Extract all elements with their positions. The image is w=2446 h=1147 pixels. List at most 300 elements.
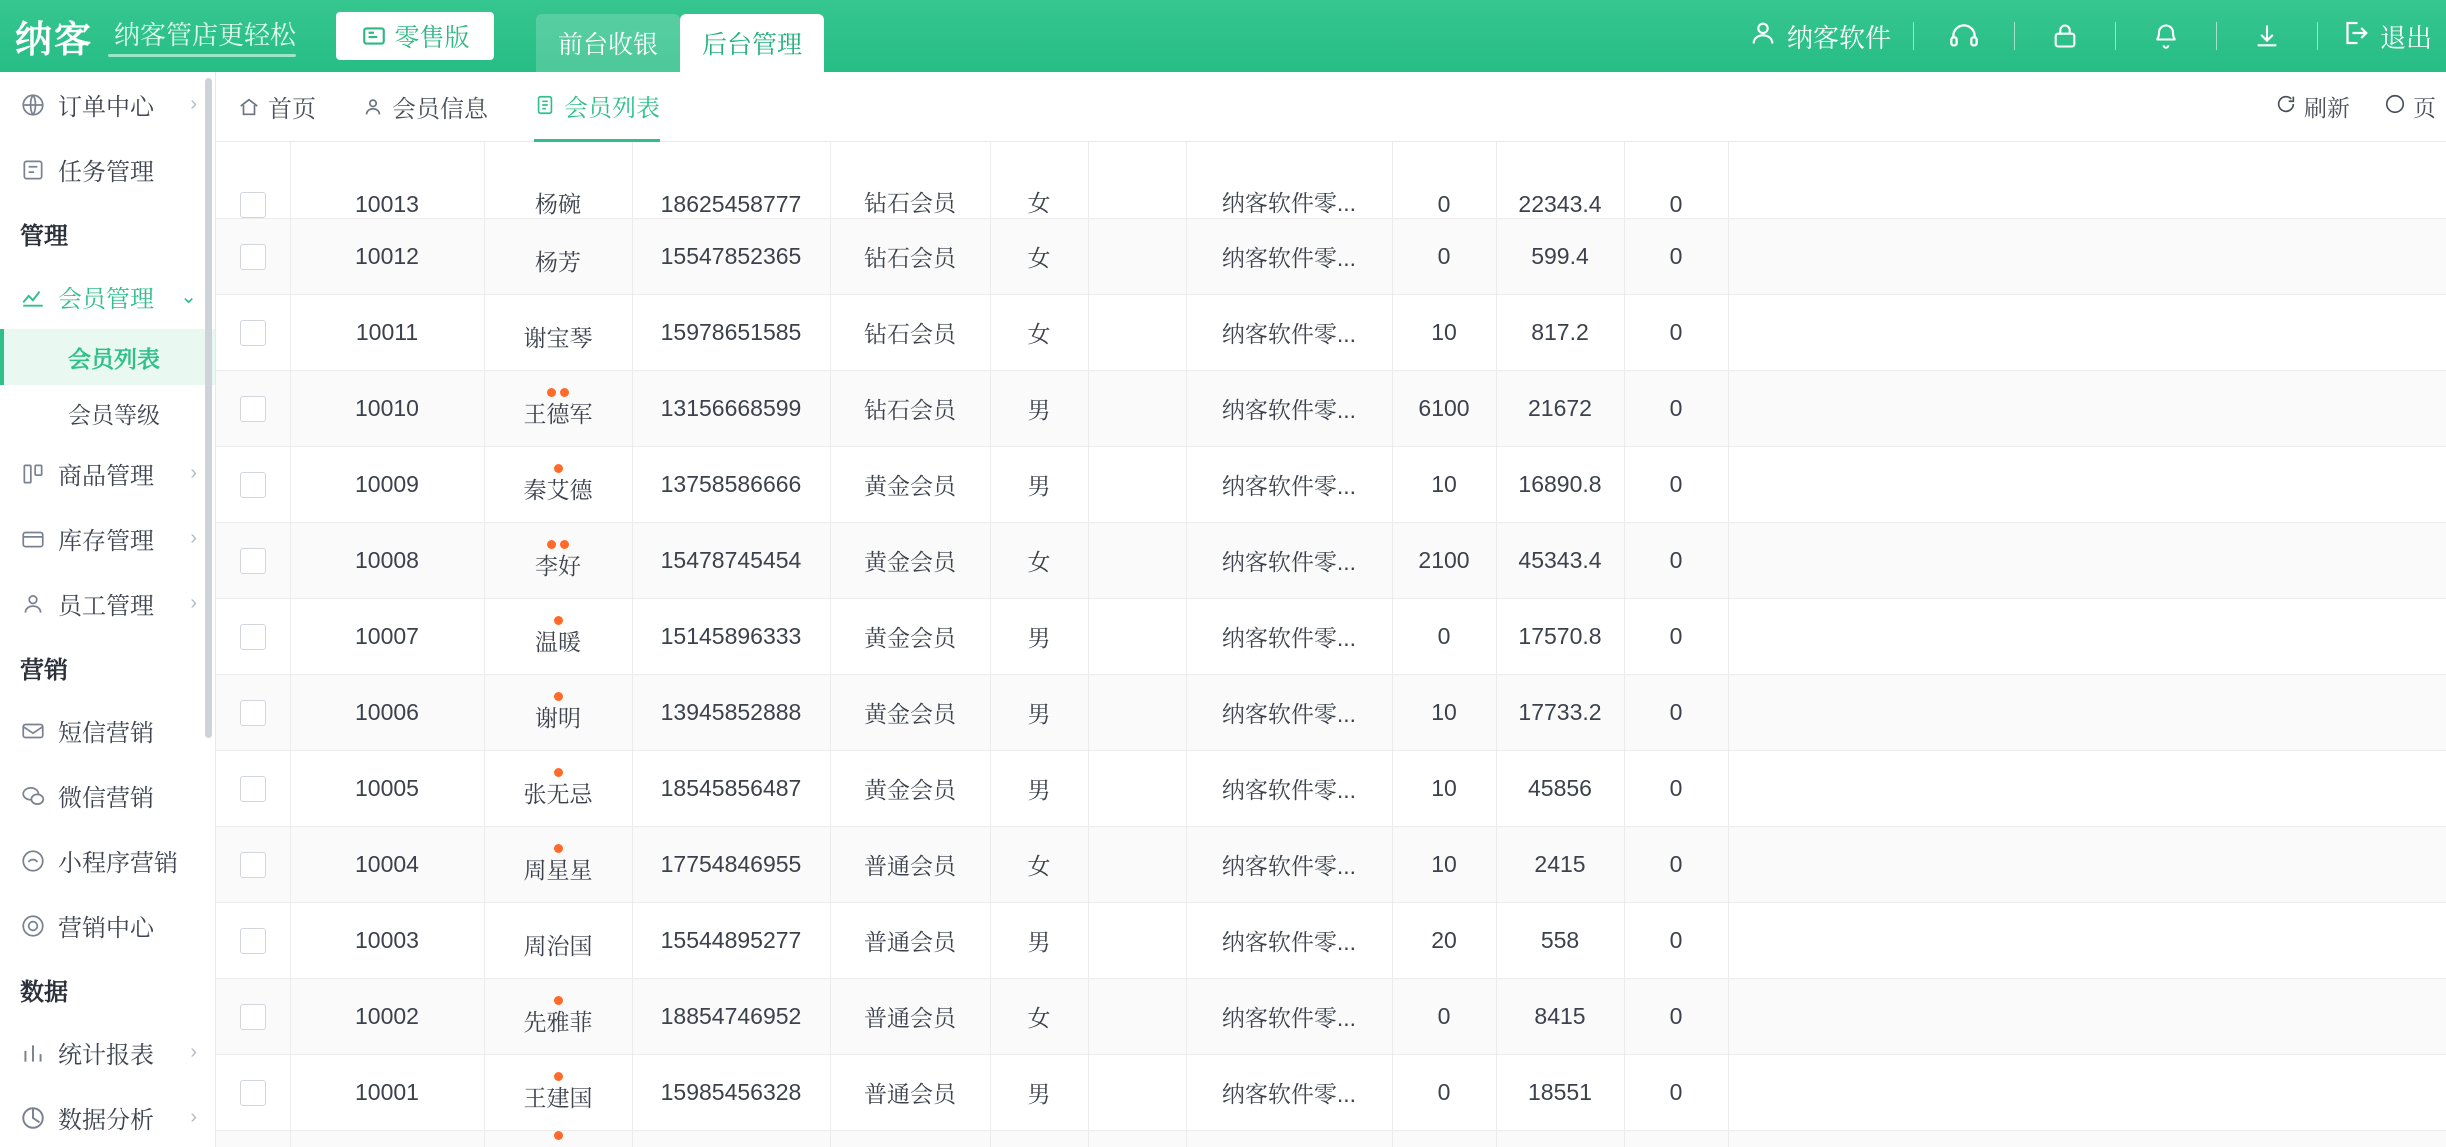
member-sex: 女: [990, 218, 1088, 294]
member-balance: 17733.2: [1496, 674, 1624, 750]
member-points: 0: [1392, 978, 1496, 1054]
member-tag-dots: [554, 616, 563, 628]
member-tag-dots: [554, 844, 563, 856]
sidebar-item-label: 微信营销: [58, 785, 154, 812]
member-sex: 女: [990, 978, 1088, 1054]
member-sex: 男: [990, 370, 1088, 446]
table-row[interactable]: [216, 598, 2446, 674]
table-row[interactable]: [216, 294, 2446, 370]
member-phone: 17754846955: [632, 826, 830, 902]
sidebar-group-marketing: 营销: [20, 656, 68, 684]
user-name: 纳客软件: [1786, 22, 1891, 53]
sidebar-item-label: 数据分析: [58, 1107, 154, 1134]
tag-dot-icon: [547, 540, 556, 549]
member-name-cell: [484, 1130, 632, 1147]
member-balance: 2415: [1496, 826, 1624, 902]
analysis-icon: [20, 1105, 46, 1131]
table-row[interactable]: [216, 750, 2446, 826]
member-phone: 13758586666: [632, 446, 830, 522]
row-checkbox-cell[interactable]: [216, 446, 290, 522]
member-id-link[interactable]: 10003: [290, 902, 484, 978]
member-debt: 0: [1624, 294, 1728, 370]
member-phone: 15978651585: [632, 294, 830, 370]
member-points: 10: [1392, 826, 1496, 902]
globe-icon: [20, 92, 46, 118]
member-name-cell: [484, 522, 632, 598]
sidebar-item-label: 营销中心: [58, 915, 154, 942]
member-extra-col-1: [1728, 294, 2446, 370]
member-balance: 599.4: [1496, 218, 1624, 294]
member-name: 周星星: [523, 857, 593, 884]
member-phone: 13945852888: [632, 674, 830, 750]
member-name: 杨芳: [535, 249, 581, 276]
member-sex: 男: [990, 750, 1088, 826]
member-name: 温暖: [535, 629, 581, 656]
table-row[interactable]: [216, 218, 2446, 294]
version-button-label: 零售版: [394, 24, 470, 52]
member-id-link[interactable]: 10005: [290, 750, 484, 826]
member-tag-dots: [554, 692, 563, 704]
sidebar-item-label: 任务管理: [58, 159, 154, 186]
member-extra: [1088, 826, 1186, 902]
member-store: [1186, 1130, 1392, 1147]
member-level: 黄金会员: [830, 674, 990, 750]
member-extra-col-1: [1728, 674, 2446, 750]
mode-tabs: [536, 0, 824, 72]
sidebar-item-statistic-report[interactable]: [0, 1020, 215, 1085]
member-name-wrapper: [493, 178, 624, 217]
table-row[interactable]: [216, 370, 2446, 446]
bell-icon[interactable]: [2138, 8, 2194, 64]
tag-dot-icon: [547, 388, 556, 397]
member-debt: 0: [1624, 218, 1728, 294]
row-checkbox[interactable]: [240, 624, 266, 650]
tag-dot-icon: [554, 996, 563, 1005]
member-name-cell: [484, 902, 632, 978]
sidebar-item-member-level[interactable]: 会员等级: [68, 401, 160, 428]
member-tag-dots: [547, 540, 569, 552]
member-name-wrapper: [493, 920, 624, 959]
sidebar-item-member-manage[interactable]: [0, 264, 215, 329]
chevron-right-icon: ›: [190, 1041, 197, 1063]
sidebar-item-applet-marketing[interactable]: [0, 828, 215, 893]
member-extra: [1088, 750, 1186, 826]
member-name-cell: [484, 826, 632, 902]
row-checkbox[interactable]: [240, 548, 266, 574]
breadcrumb-label: 会员列表: [564, 94, 660, 122]
member-id-link[interactable]: 10012: [290, 218, 484, 294]
member-level: 普通会员: [830, 826, 990, 902]
member-points: 0: [1392, 598, 1496, 674]
tag-dot-icon: [560, 388, 569, 397]
member-name-cell: [484, 446, 632, 522]
member-store: 纳客软件零...: [1186, 598, 1392, 674]
member-debt: 0: [1624, 370, 1728, 446]
member-extra: [1088, 142, 1186, 218]
refresh-button[interactable]: [2275, 90, 2350, 123]
table-row[interactable]: [216, 978, 2446, 1054]
sidebar-item-wechat-marketing[interactable]: [0, 763, 215, 828]
tag-dot-icon: [560, 540, 569, 549]
chevron-right-icon: ›: [190, 462, 197, 484]
member-extra-col-1: [1728, 902, 2446, 978]
chevron-right-icon: ›: [190, 1106, 197, 1128]
row-checkbox-cell[interactable]: [216, 674, 290, 750]
member-points: 2100: [1392, 522, 1496, 598]
member-name-wrapper: [493, 844, 624, 883]
member-sex: [990, 1130, 1088, 1147]
row-checkbox[interactable]: [240, 192, 266, 218]
member-name-cell: [484, 218, 632, 294]
user-icon: [1749, 19, 1777, 54]
member-tag-dots: [554, 768, 563, 780]
member-balance: 18551: [1496, 1054, 1624, 1130]
member-balance: [1496, 1130, 1624, 1147]
member-phone: 15985456328: [632, 1054, 830, 1130]
member-extra: [1088, 522, 1186, 598]
sidebar-item-label: 统计报表: [58, 1042, 154, 1069]
table-row[interactable]: [216, 522, 2446, 598]
tag-icon: [361, 23, 387, 49]
download-icon[interactable]: [2239, 8, 2295, 64]
wechat-icon: [20, 783, 46, 809]
headset-icon[interactable]: [1936, 8, 1992, 64]
member-extra: [1088, 978, 1186, 1054]
sidebar-item-member-list[interactable]: 会员列表: [0, 329, 215, 385]
member-name-cell: [484, 978, 632, 1054]
member-balance: 8415: [1496, 978, 1624, 1054]
sidebar-item-label: 库存管理: [58, 528, 154, 555]
member-store: 纳客软件零...: [1186, 902, 1392, 978]
member-extra-col-1: [1728, 370, 2446, 446]
sidebar-item-order-center[interactable]: [0, 72, 215, 137]
member-phone: 18854746952: [632, 978, 830, 1054]
member-balance: 21672: [1496, 370, 1624, 446]
member-table-body: [216, 142, 2446, 1147]
member-name-wrapper: [493, 996, 624, 1035]
logout-button[interactable]: [2340, 18, 2436, 55]
member-extra: [1088, 218, 1186, 294]
target-icon: [20, 913, 46, 939]
member-extra-col-1: [1728, 446, 2446, 522]
member-level: 钻石会员: [830, 294, 990, 370]
slogan-text: 纳客管店更轻松: [114, 21, 297, 50]
table-row[interactable]: [216, 1130, 2446, 1147]
member-icon: [362, 96, 384, 118]
member-extra: [1088, 902, 1186, 978]
member-balance: 45856: [1496, 750, 1624, 826]
member-debt: 0: [1624, 142, 1728, 218]
member-level: 钻石会员: [830, 218, 990, 294]
member-name-wrapper: [493, 616, 624, 655]
row-checkbox-cell[interactable]: [216, 902, 290, 978]
member-name-wrapper: [493, 540, 624, 579]
table-row[interactable]: [216, 142, 2446, 218]
member-id-link[interactable]: 10011: [290, 294, 484, 370]
top-bar: [0, 0, 2446, 72]
refresh-icon: [2275, 93, 2297, 121]
tab-cashier[interactable]: 前台收银: [536, 14, 680, 72]
member-points: 0: [1392, 142, 1496, 218]
member-name-cell: [484, 674, 632, 750]
current-user[interactable]: [1749, 18, 1891, 55]
member-extra: [1088, 1130, 1186, 1147]
member-balance: 817.2: [1496, 294, 1624, 370]
member-phone: 18625458777: [632, 142, 830, 218]
member-extra: [1088, 370, 1186, 446]
member-name-wrapper: [493, 1072, 624, 1111]
row-checkbox-cell[interactable]: [216, 522, 290, 598]
chevron-right-icon: ›: [190, 93, 197, 115]
member-id-link[interactable]: [290, 1130, 484, 1147]
top-divider-2: [2014, 22, 2015, 50]
content-area: [216, 72, 2446, 1147]
member-debt: 0: [1624, 522, 1728, 598]
applet-icon: [20, 848, 46, 874]
breadcrumb-label: 首页: [268, 96, 316, 123]
logo-slogan: [108, 15, 296, 57]
row-checkbox[interactable]: [240, 928, 266, 954]
sidebar-item-label: 员工管理: [58, 593, 154, 620]
sidebar-item-sms-marketing[interactable]: [0, 698, 215, 763]
member-sex: 男: [990, 598, 1088, 674]
member-store: 纳客软件零...: [1186, 826, 1392, 902]
member-extra: [1088, 1054, 1186, 1130]
member-id-link[interactable]: 10004: [290, 826, 484, 902]
row-checkbox-cell[interactable]: [216, 294, 290, 370]
list-doc-icon: [534, 94, 556, 116]
row-checkbox-cell[interactable]: [216, 142, 290, 218]
member-extra-col-1: [1728, 826, 2446, 902]
sidebar-group-data: 数据: [20, 978, 68, 1006]
member-phone: 15145896333: [632, 598, 830, 674]
tab-backoffice[interactable]: 后台管理: [680, 14, 824, 72]
member-extra-col-1: [1728, 1054, 2446, 1130]
lock-icon[interactable]: [2037, 8, 2093, 64]
member-phone: [632, 1130, 830, 1147]
member-name-wrapper: [493, 464, 624, 503]
member-debt: 0: [1624, 902, 1728, 978]
member-name: 王德军: [523, 401, 593, 428]
member-level: 黄金会员: [830, 522, 990, 598]
sidebar-item-marketing-center[interactable]: [0, 893, 215, 958]
member-name-wrapper: [493, 692, 624, 731]
member-store: 纳客软件零...: [1186, 218, 1392, 294]
member-id-link[interactable]: 10009: [290, 446, 484, 522]
member-phone: 13156668599: [632, 370, 830, 446]
member-name: 谢明: [535, 705, 581, 732]
sidebar-group-manage: 管理: [20, 222, 68, 250]
row-checkbox[interactable]: [240, 700, 266, 726]
breadcrumb-actions: [2275, 90, 2446, 123]
top-divider-4: [2216, 22, 2217, 50]
member-level: 黄金会员: [830, 598, 990, 674]
member-id-link[interactable]: 10001: [290, 1054, 484, 1130]
member-store: 纳客软件零...: [1186, 978, 1392, 1054]
member-extra-col-1: [1728, 750, 2446, 826]
member-tag-dots: [554, 996, 563, 1008]
member-store: 纳客软件零...: [1186, 522, 1392, 598]
member-store: 纳客软件零...: [1186, 750, 1392, 826]
member-store: 纳客软件零...: [1186, 446, 1392, 522]
member-extra-col-1: [1728, 218, 2446, 294]
member-debt: 0: [1624, 750, 1728, 826]
person-icon: [20, 591, 46, 617]
member-points: 10: [1392, 674, 1496, 750]
member-extra: [1088, 294, 1186, 370]
row-checkbox[interactable]: [240, 1004, 266, 1030]
row-checkbox[interactable]: [240, 472, 266, 498]
member-name: 秦艾德: [523, 477, 593, 504]
box-icon: [20, 526, 46, 552]
sidebar-item-staff-manage[interactable]: [0, 571, 215, 636]
member-name-cell: [484, 294, 632, 370]
member-points: 10: [1392, 750, 1496, 826]
member-extra: [1088, 446, 1186, 522]
sidebar-item-task-manage[interactable]: [0, 137, 215, 202]
member-sex: 男: [990, 1054, 1088, 1130]
chevron-right-icon: ›: [190, 527, 197, 549]
body: [0, 72, 2446, 1147]
chevron-down-icon: ⌄: [180, 286, 197, 308]
sidebar: [0, 72, 216, 1147]
member-sex: 男: [990, 446, 1088, 522]
logout-icon: [2340, 18, 2370, 55]
member-phone: 15547852365: [632, 218, 830, 294]
row-checkbox[interactable]: [240, 396, 266, 422]
version-button[interactable]: [336, 12, 494, 60]
member-tag-dots: [554, 1072, 563, 1084]
row-checkbox[interactable]: [240, 320, 266, 346]
row-checkbox-cell[interactable]: [216, 218, 290, 294]
row-checkbox[interactable]: [240, 852, 266, 878]
member-name-cell: [484, 142, 632, 218]
member-name: 王建国: [523, 1085, 593, 1112]
member-name: 张无忌: [523, 781, 593, 808]
home-icon: [238, 96, 260, 118]
top-bar-right: [1749, 8, 2446, 64]
top-divider-5: [2317, 22, 2318, 50]
sidebar-scrollbar[interactable]: [205, 78, 212, 738]
member-id-link[interactable]: 10006: [290, 674, 484, 750]
member-sex: 女: [990, 142, 1088, 218]
breadcrumb-member-list[interactable]: [534, 72, 660, 142]
member-tag-dots: [554, 464, 563, 476]
row-checkbox-cell[interactable]: [216, 750, 290, 826]
table-row[interactable]: [216, 674, 2446, 750]
member-store: 纳客软件零...: [1186, 370, 1392, 446]
tag-dot-icon: [554, 692, 563, 701]
chart-icon: [20, 284, 46, 310]
member-debt: 0: [1624, 1054, 1728, 1130]
table-row[interactable]: [216, 446, 2446, 522]
member-balance: 17570.8: [1496, 598, 1624, 674]
member-balance: 558: [1496, 902, 1624, 978]
member-id-link[interactable]: 10007: [290, 598, 484, 674]
table-row[interactable]: [216, 826, 2446, 902]
tag-dot-icon: [554, 616, 563, 625]
row-checkbox-cell[interactable]: [216, 598, 290, 674]
member-id-link[interactable]: 10002: [290, 978, 484, 1054]
member-id-link[interactable]: 10013: [290, 142, 484, 218]
member-store: 纳客软件零...: [1186, 674, 1392, 750]
member-level: 黄金会员: [830, 750, 990, 826]
row-checkbox[interactable]: [240, 244, 266, 270]
sidebar-item-goods-manage[interactable]: [0, 441, 215, 506]
tag-dot-icon: [554, 844, 563, 853]
grid-icon: [20, 461, 46, 487]
member-id-link[interactable]: 10010: [290, 370, 484, 446]
member-debt: 0: [1624, 598, 1728, 674]
breadcrumb-home[interactable]: [238, 72, 316, 142]
member-points: 0: [1392, 1054, 1496, 1130]
member-balance: 22343.4: [1496, 142, 1624, 218]
member-level: 钻石会员: [830, 142, 990, 218]
row-checkbox[interactable]: [240, 776, 266, 802]
member-balance: 16890.8: [1496, 446, 1624, 522]
chevron-right-icon: ›: [190, 592, 197, 614]
breadcrumb-label: 会员信息: [392, 96, 488, 123]
logout-label: 退出: [2379, 22, 2432, 53]
row-checkbox-cell[interactable]: [216, 370, 290, 446]
row-checkbox[interactable]: [240, 1080, 266, 1106]
sidebar-item-data-analysis[interactable]: [0, 1085, 215, 1147]
breadcrumb-member-info[interactable]: [362, 72, 488, 142]
member-name: 先雅菲: [523, 1009, 593, 1036]
member-name: 周治国: [523, 933, 593, 960]
member-sex: 女: [990, 826, 1088, 902]
bars-icon: [20, 1040, 46, 1066]
sidebar-item-stock-manage[interactable]: [0, 506, 215, 571]
page-button[interactable]: [2384, 90, 2436, 123]
member-table-area: [216, 142, 2446, 1147]
member-name: 李好: [535, 553, 581, 580]
member-points: 0: [1392, 218, 1496, 294]
member-id-link[interactable]: 10008: [290, 522, 484, 598]
member-name-cell: [484, 370, 632, 446]
member-extra-col-1: [1728, 142, 2446, 218]
top-divider-3: [2115, 22, 2116, 50]
member-phone: 15478745454: [632, 522, 830, 598]
sidebar-item-label: 订单中心: [58, 94, 154, 121]
tag-dot-icon: [554, 464, 563, 473]
member-store: 纳客软件零...: [1186, 142, 1392, 218]
row-checkbox-cell[interactable]: [216, 1054, 290, 1130]
member-name: 杨碗: [535, 191, 581, 218]
row-checkbox-cell[interactable]: [216, 826, 290, 902]
table-row[interactable]: [216, 1054, 2446, 1130]
member-debt: 0: [1624, 978, 1728, 1054]
row-checkbox-cell[interactable]: [216, 1130, 290, 1147]
member-debt: [1624, 1130, 1728, 1147]
member-name: 谢宝琴: [523, 325, 593, 352]
member-store: 纳客软件零...: [1186, 1054, 1392, 1130]
member-points: [1392, 1130, 1496, 1147]
member-level: 钻石会员: [830, 370, 990, 446]
member-name-wrapper: [493, 768, 624, 807]
member-name-cell: [484, 1054, 632, 1130]
member-name-wrapper: [493, 1131, 624, 1145]
member-extra: [1088, 598, 1186, 674]
table-row[interactable]: [216, 902, 2446, 978]
member-level: 黄金会员: [830, 446, 990, 522]
page-label: 页: [2413, 95, 2436, 121]
member-debt: 0: [1624, 826, 1728, 902]
app-logo: [0, 9, 108, 63]
mail-icon: [20, 718, 46, 744]
member-level: 普通会员: [830, 978, 990, 1054]
row-checkbox-cell[interactable]: [216, 978, 290, 1054]
